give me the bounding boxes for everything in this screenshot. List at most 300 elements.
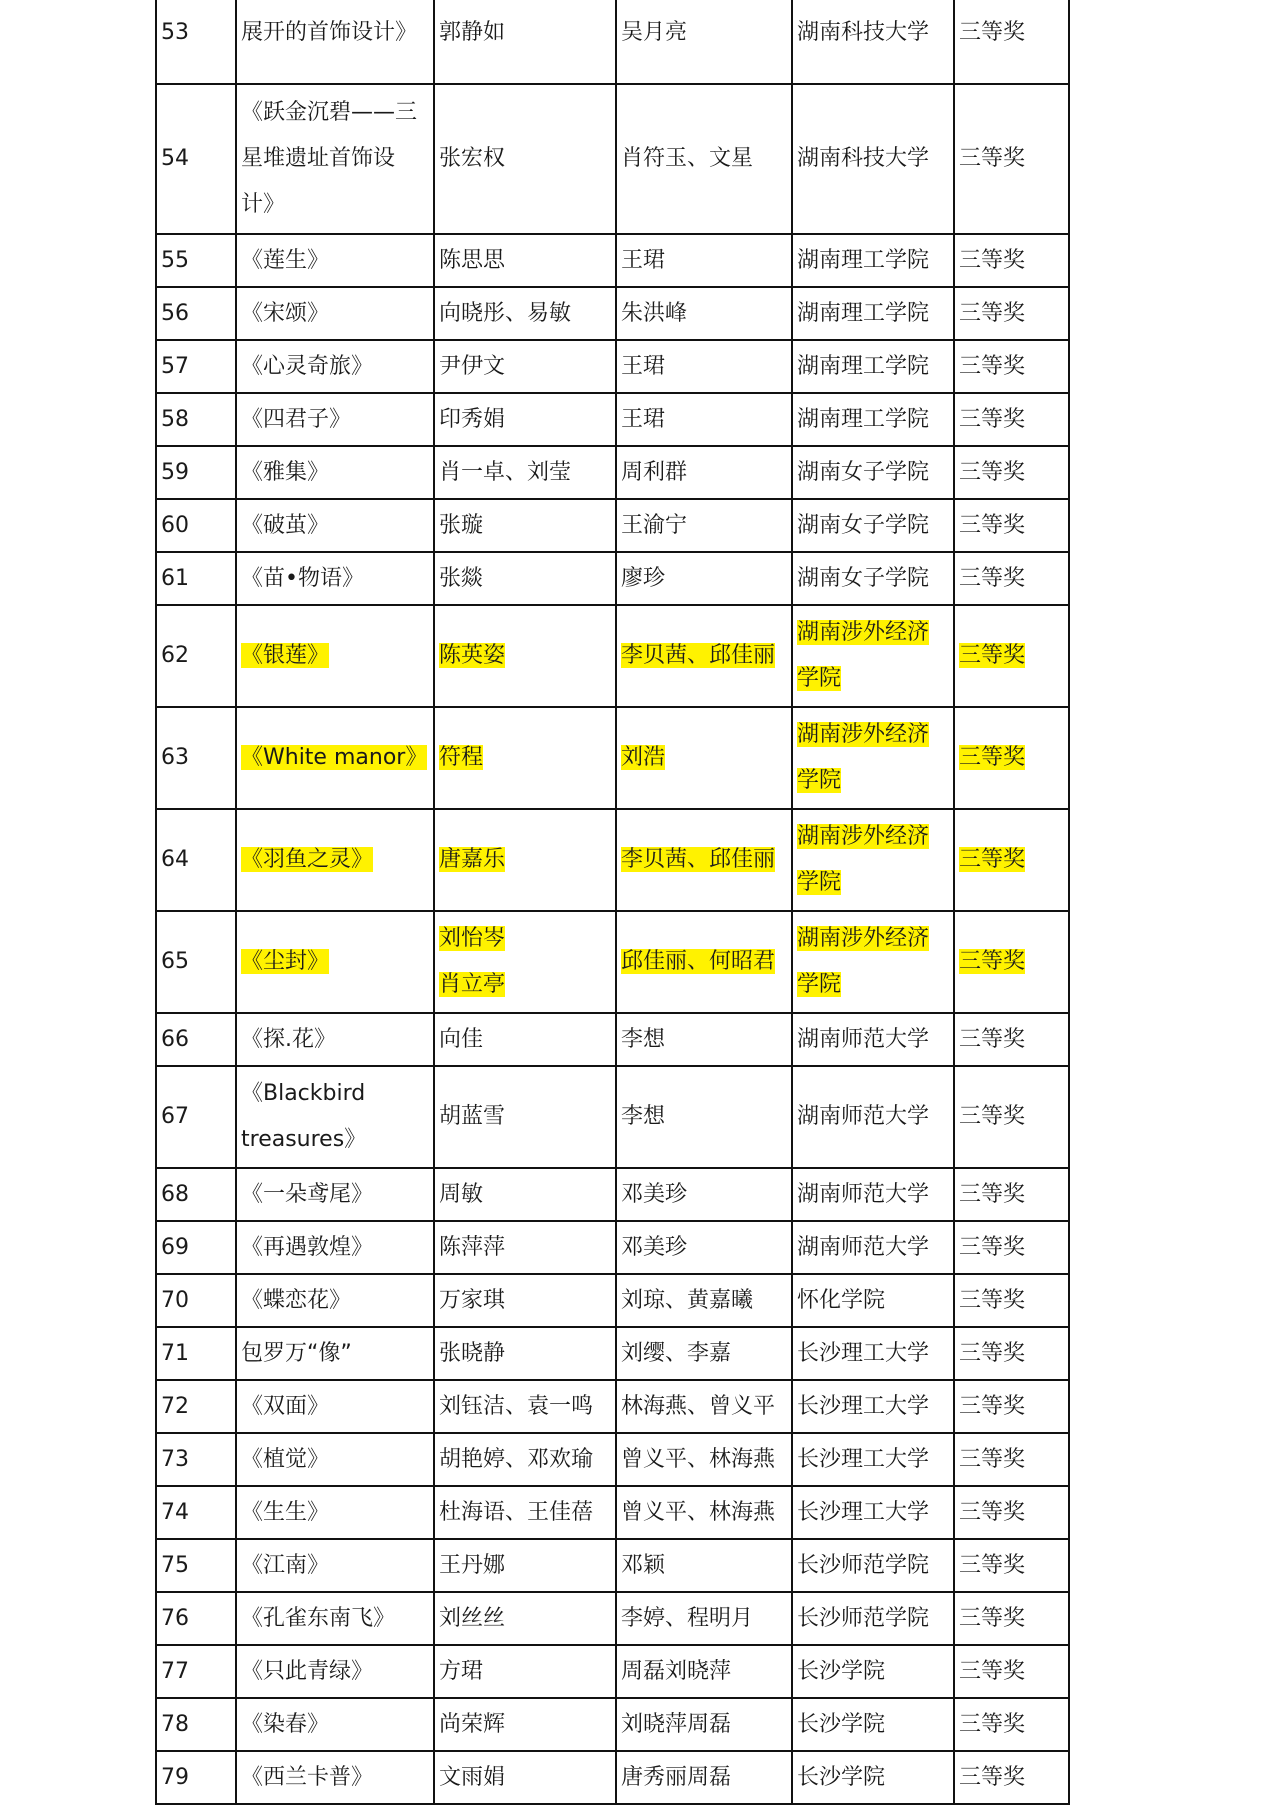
cell-work-title-line	[241, 556, 433, 602]
cell-advisor	[616, 1433, 792, 1486]
cell-author-line	[439, 1437, 615, 1483]
cell-advisor-line	[621, 1596, 791, 1642]
cell-award	[954, 1645, 1069, 1698]
cell-number-text: 68	[161, 1181, 189, 1207]
cell-author-text: 向晓彤、易敏	[439, 300, 572, 326]
cell-number	[156, 911, 236, 1013]
cell-number-text: 75	[161, 1552, 189, 1578]
cell-school	[792, 1751, 954, 1804]
cell-advisor-text: 肖符玉、文星	[621, 146, 754, 171]
cell-author	[434, 446, 616, 499]
cell-work-title-line	[241, 1278, 433, 1324]
cell-number-text: 60	[161, 512, 189, 538]
cell-author-text: 尹伊文	[439, 353, 506, 379]
cell-number	[156, 1066, 236, 1168]
cell-number	[156, 1274, 236, 1327]
cell-number	[156, 234, 236, 287]
table-row	[156, 446, 1069, 499]
cell-number	[156, 1013, 236, 1066]
cell-work-title-text: 星堆遗址首饰设	[241, 146, 396, 171]
table-row	[156, 499, 1069, 552]
cell-author-text: 胡蓝雪	[439, 1104, 506, 1129]
cell-work-title-line	[241, 397, 433, 443]
cell-school-line	[797, 1225, 953, 1271]
cell-advisor-text: 周磊刘晓萍	[621, 1658, 732, 1684]
table-row	[156, 1539, 1069, 1592]
cell-work-title-line	[241, 1437, 433, 1483]
cell-advisor-text: 王珺	[621, 247, 666, 273]
cell-school	[792, 552, 954, 605]
cell-number	[156, 1539, 236, 1592]
cell-award-text: 三等奖	[959, 512, 1026, 538]
cell-number-text: 54	[161, 146, 189, 171]
cell-advisor	[616, 499, 792, 552]
cell-advisor	[616, 340, 792, 393]
cell-number-text: 57	[161, 353, 189, 379]
cell-author	[434, 84, 616, 234]
cell-school-line	[797, 1490, 953, 1536]
cell-author-line	[439, 1384, 615, 1430]
cell-author	[434, 234, 616, 287]
cell-school	[792, 809, 954, 911]
cell-advisor-text: 王珺	[621, 353, 666, 379]
cell-advisor-text: 曾义平、林海燕	[621, 1499, 776, 1525]
cell-advisor-text: 吴月亮	[621, 20, 688, 45]
cell-school-line	[797, 1278, 953, 1324]
cell-author-line	[439, 397, 615, 443]
cell-school-line	[797, 1543, 953, 1589]
cell-number-text: 78	[161, 1711, 189, 1737]
cell-advisor	[616, 605, 792, 707]
cell-school-text: 长沙理工大学	[797, 1340, 930, 1366]
cell-advisor-line	[621, 1331, 791, 1377]
cell-work-title	[236, 1168, 434, 1221]
cell-work-title	[236, 234, 434, 287]
cell-work-title-line	[241, 1225, 433, 1271]
cell-school-line	[797, 916, 953, 962]
cell-advisor	[616, 1013, 792, 1066]
cell-author-text: 张晓静	[439, 1340, 506, 1366]
cell-author	[434, 1539, 616, 1592]
cell-advisor-line	[621, 1278, 791, 1324]
cell-school-text: 长沙理工大学	[797, 1499, 930, 1525]
cell-advisor	[616, 1592, 792, 1645]
cell-advisor	[616, 1486, 792, 1539]
cell-work-title-line	[241, 1384, 433, 1430]
cell-author-line	[439, 1331, 615, 1377]
cell-work-title	[236, 1592, 434, 1645]
cell-author	[434, 1380, 616, 1433]
cell-author-line	[439, 291, 615, 337]
cell-school-text: 长沙师范学院	[797, 1552, 930, 1578]
cell-advisor	[616, 446, 792, 499]
cell-author-line	[439, 1490, 615, 1536]
award-table-body	[156, 0, 1069, 1804]
cell-author-line	[439, 136, 615, 182]
cell-school-text: 湖南师范大学	[797, 1234, 930, 1260]
cell-school-line	[797, 136, 953, 182]
cell-award-text: 三等奖	[959, 1393, 1026, 1419]
table-row	[156, 1221, 1069, 1274]
cell-work-title	[236, 84, 434, 234]
cell-award	[954, 499, 1069, 552]
cell-award-text: 三等奖	[959, 406, 1026, 432]
cell-award	[954, 1066, 1069, 1168]
cell-work-title-text: 《破茧》	[241, 512, 330, 538]
cell-advisor-line	[621, 1490, 791, 1536]
cell-school	[792, 707, 954, 809]
cell-author	[434, 1592, 616, 1645]
award-table	[155, 0, 1070, 1805]
cell-school	[792, 1168, 954, 1221]
cell-author-line	[439, 344, 615, 390]
cell-school-line	[797, 1331, 953, 1377]
cell-work-title-text: 《孔雀东南飞》	[241, 1605, 396, 1631]
cell-work-title-text: 《羽鱼之灵》	[241, 847, 374, 872]
cell-advisor-text: 李想	[621, 1026, 666, 1052]
cell-school	[792, 84, 954, 234]
cell-author-line	[439, 1649, 615, 1695]
cell-school	[792, 1221, 954, 1274]
cell-author-text: 印秀娟	[439, 406, 506, 432]
cell-number	[156, 552, 236, 605]
cell-school-text: 湖南科技大学	[797, 146, 930, 171]
table-row	[156, 234, 1069, 287]
table-row	[156, 1168, 1069, 1221]
cell-advisor	[616, 287, 792, 340]
cell-number	[156, 1327, 236, 1380]
cell-author-line	[439, 916, 615, 962]
cell-advisor-line	[621, 939, 791, 985]
table-row	[156, 552, 1069, 605]
cell-school-text: 学院	[797, 870, 842, 895]
cell-work-title	[236, 1433, 434, 1486]
cell-author	[434, 1066, 616, 1168]
cell-author	[434, 707, 616, 809]
cell-school-text: 长沙理工大学	[797, 1446, 930, 1472]
cell-school	[792, 911, 954, 1013]
cell-award	[954, 1698, 1069, 1751]
cell-author-text: 刘钰洁、袁一鸣	[439, 1393, 594, 1419]
cell-advisor	[616, 1645, 792, 1698]
cell-award-text: 三等奖	[959, 1026, 1026, 1052]
cell-advisor	[616, 0, 792, 84]
cell-author-text: 刘怡岑	[439, 926, 506, 951]
cell-number-text: 62	[161, 643, 189, 668]
table-row	[156, 1066, 1069, 1168]
cell-number	[156, 1221, 236, 1274]
cell-work-title	[236, 552, 434, 605]
cell-award	[954, 1433, 1069, 1486]
cell-school-text: 湖南女子学院	[797, 512, 930, 538]
table-row	[156, 605, 1069, 707]
table-row	[156, 1380, 1069, 1433]
cell-work-title-line	[241, 238, 433, 284]
cell-author-text: 张燚	[439, 565, 484, 591]
cell-school-line	[797, 1702, 953, 1748]
cell-author-text: 胡艳婷、邓欢瑜	[439, 1446, 594, 1472]
cell-school	[792, 0, 954, 84]
cell-award	[954, 1327, 1069, 1380]
cell-work-title-text: 《染春》	[241, 1711, 330, 1737]
cell-award	[954, 340, 1069, 393]
cell-award	[954, 1221, 1069, 1274]
table-row	[156, 1486, 1069, 1539]
cell-award	[954, 393, 1069, 446]
cell-work-title-text: 《宋颂》	[241, 300, 330, 326]
cell-number	[156, 499, 236, 552]
cell-award-text: 三等奖	[959, 1711, 1026, 1737]
cell-number-text: 55	[161, 247, 189, 273]
cell-school-text: 湖南师范大学	[797, 1104, 930, 1129]
cell-advisor-line	[621, 503, 791, 549]
cell-school	[792, 1433, 954, 1486]
cell-award-text: 三等奖	[959, 1446, 1026, 1472]
cell-work-title-line	[241, 450, 433, 496]
cell-award-text: 三等奖	[959, 247, 1026, 273]
cell-award	[954, 1539, 1069, 1592]
cell-work-title-text: 展开的首饰设计》	[241, 20, 418, 45]
cell-school	[792, 1380, 954, 1433]
cell-award	[954, 84, 1069, 234]
cell-author	[434, 1645, 616, 1698]
cell-school-text: 长沙学院	[797, 1711, 886, 1737]
cell-work-title	[236, 1486, 434, 1539]
cell-author-line	[439, 10, 615, 56]
cell-award	[954, 1380, 1069, 1433]
cell-work-title	[236, 1751, 434, 1804]
cell-school-text: 湖南涉外经济	[797, 620, 930, 645]
cell-school-line	[797, 610, 953, 656]
cell-advisor-line	[621, 1094, 791, 1140]
cell-award	[954, 234, 1069, 287]
cell-work-title	[236, 1013, 434, 1066]
table-row	[156, 287, 1069, 340]
cell-number	[156, 287, 236, 340]
cell-award	[954, 1486, 1069, 1539]
cell-author	[434, 809, 616, 911]
cell-advisor	[616, 1327, 792, 1380]
cell-advisor-text: 刘琼、黄嘉曦	[621, 1287, 754, 1313]
cell-author	[434, 1433, 616, 1486]
cell-work-title-line	[241, 1490, 433, 1536]
cell-number	[156, 1486, 236, 1539]
cell-advisor	[616, 1274, 792, 1327]
cell-work-title-text: 《苗•物语》	[241, 565, 364, 591]
cell-number	[156, 809, 236, 911]
cell-school-text: 湖南女子学院	[797, 565, 930, 591]
cell-number	[156, 1380, 236, 1433]
table-row	[156, 1274, 1069, 1327]
cell-school-line	[797, 1384, 953, 1430]
cell-work-title	[236, 605, 434, 707]
cell-work-title	[236, 1645, 434, 1698]
cell-number-text: 76	[161, 1605, 189, 1631]
cell-work-title	[236, 1274, 434, 1327]
cell-number	[156, 1751, 236, 1804]
cell-work-title-line	[241, 1172, 433, 1218]
cell-work-title	[236, 393, 434, 446]
cell-work-title	[236, 911, 434, 1013]
cell-advisor-line	[621, 1384, 791, 1430]
cell-author-text: 刘丝丝	[439, 1605, 506, 1631]
cell-work-title-line	[241, 90, 433, 136]
cell-number-text: 61	[161, 565, 189, 591]
cell-work-title-line	[241, 503, 433, 549]
table-row	[156, 84, 1069, 234]
cell-school-line	[797, 712, 953, 758]
cell-school-text: 湖南师范大学	[797, 1026, 930, 1052]
cell-author-text: 王丹娜	[439, 1552, 506, 1578]
cell-author-line	[439, 633, 615, 679]
cell-author-line	[439, 1172, 615, 1218]
cell-work-title-line	[241, 182, 433, 228]
cell-number	[156, 1698, 236, 1751]
cell-award	[954, 809, 1069, 911]
cell-number-text: 63	[161, 745, 189, 770]
cell-advisor	[616, 552, 792, 605]
cell-number	[156, 340, 236, 393]
cell-award-text: 三等奖	[959, 643, 1026, 668]
cell-work-title	[236, 1221, 434, 1274]
cell-award-text: 三等奖	[959, 459, 1026, 485]
cell-number	[156, 1592, 236, 1645]
cell-work-title-text: 《植觉》	[241, 1446, 330, 1472]
cell-award-text: 三等奖	[959, 353, 1026, 379]
cell-advisor-line	[621, 1649, 791, 1695]
table-row	[156, 1433, 1069, 1486]
cell-work-title	[236, 1380, 434, 1433]
cell-school-line	[797, 10, 953, 56]
cell-advisor	[616, 1698, 792, 1751]
cell-school-text: 长沙师范学院	[797, 1605, 930, 1631]
cell-school-line	[797, 1649, 953, 1695]
table-row	[156, 340, 1069, 393]
cell-school	[792, 1645, 954, 1698]
cell-work-title	[236, 287, 434, 340]
cell-school	[792, 1698, 954, 1751]
cell-advisor	[616, 234, 792, 287]
cell-award-text: 三等奖	[959, 146, 1026, 171]
table-row	[156, 1013, 1069, 1066]
cell-advisor-line	[621, 1702, 791, 1748]
table-row	[156, 1645, 1069, 1698]
cell-work-title-line	[241, 1117, 433, 1163]
cell-work-title-line	[241, 735, 433, 781]
cell-school	[792, 393, 954, 446]
cell-school-text: 湖南师范大学	[797, 1181, 930, 1207]
cell-author-text: 万家琪	[439, 1287, 506, 1313]
cell-author	[434, 1168, 616, 1221]
cell-number	[156, 1168, 236, 1221]
cell-work-title-line	[241, 1017, 433, 1063]
table-row	[156, 809, 1069, 911]
cell-advisor-text: 朱洪峰	[621, 300, 688, 326]
cell-advisor	[616, 1751, 792, 1804]
cell-advisor-text: 刘缨、李嘉	[621, 1340, 732, 1366]
table-row	[156, 0, 1069, 84]
cell-work-title-text: 《一朵鸢尾》	[241, 1181, 374, 1207]
cell-award	[954, 446, 1069, 499]
cell-author	[434, 1486, 616, 1539]
cell-work-title-line	[241, 291, 433, 337]
cell-advisor-text: 李想	[621, 1104, 666, 1129]
cell-school-line	[797, 344, 953, 390]
table-row	[156, 1327, 1069, 1380]
cell-school-text: 长沙理工大学	[797, 1393, 930, 1419]
cell-work-title-line	[241, 1649, 433, 1695]
cell-award-text: 三等奖	[959, 1181, 1026, 1207]
cell-work-title-text: treasures》	[241, 1127, 367, 1152]
cell-advisor-line	[621, 556, 791, 602]
cell-advisor-text: 唐秀丽周磊	[621, 1764, 732, 1790]
cell-advisor	[616, 1380, 792, 1433]
cell-work-title	[236, 0, 434, 84]
cell-school-text: 长沙学院	[797, 1658, 886, 1684]
table-row	[156, 1592, 1069, 1645]
cell-number-text: 77	[161, 1658, 189, 1684]
cell-author-line	[439, 1702, 615, 1748]
cell-school-line	[797, 962, 953, 1008]
cell-advisor	[616, 707, 792, 809]
cell-award-text: 三等奖	[959, 1499, 1026, 1525]
cell-advisor-text: 王珺	[621, 406, 666, 432]
cell-advisor-text: 刘浩	[621, 745, 666, 770]
cell-school-text: 学院	[797, 972, 842, 997]
cell-school-text: 湖南理工学院	[797, 406, 930, 432]
cell-school	[792, 1486, 954, 1539]
cell-school-text: 学院	[797, 768, 842, 793]
cell-work-title-text: 《银莲》	[241, 643, 330, 668]
cell-author	[434, 393, 616, 446]
cell-author	[434, 499, 616, 552]
cell-award-text: 三等奖	[959, 1552, 1026, 1578]
cell-work-title-line	[241, 633, 433, 679]
cell-school-line	[797, 1017, 953, 1063]
cell-advisor	[616, 84, 792, 234]
table-row	[156, 707, 1069, 809]
cell-number	[156, 0, 236, 84]
cell-author-text: 郭静如	[439, 20, 506, 45]
cell-award	[954, 605, 1069, 707]
cell-author-text: 肖立亭	[439, 972, 506, 997]
cell-award	[954, 911, 1069, 1013]
cell-author-line	[439, 1094, 615, 1140]
cell-advisor	[616, 809, 792, 911]
cell-number-text: 70	[161, 1287, 189, 1313]
cell-school-text: 学院	[797, 666, 842, 691]
cell-advisor-line	[621, 344, 791, 390]
cell-advisor-line	[621, 10, 791, 56]
cell-author	[434, 1221, 616, 1274]
cell-author-text: 肖一卓、刘莹	[439, 459, 572, 485]
cell-number-text: 69	[161, 1234, 189, 1260]
cell-school	[792, 234, 954, 287]
cell-work-title	[236, 1066, 434, 1168]
cell-advisor-line	[621, 837, 791, 883]
cell-school-text: 湖南女子学院	[797, 459, 930, 485]
table-row	[156, 393, 1069, 446]
cell-work-title-text: 《跃金沉碧——三	[241, 100, 418, 125]
cell-author-text: 方珺	[439, 1658, 484, 1684]
cell-advisor-text: 邓颖	[621, 1552, 666, 1578]
cell-award-text: 三等奖	[959, 1104, 1026, 1129]
cell-number	[156, 707, 236, 809]
cell-author	[434, 0, 616, 84]
cell-school	[792, 1327, 954, 1380]
cell-school-line	[797, 1094, 953, 1140]
cell-author-text: 向佳	[439, 1026, 484, 1052]
